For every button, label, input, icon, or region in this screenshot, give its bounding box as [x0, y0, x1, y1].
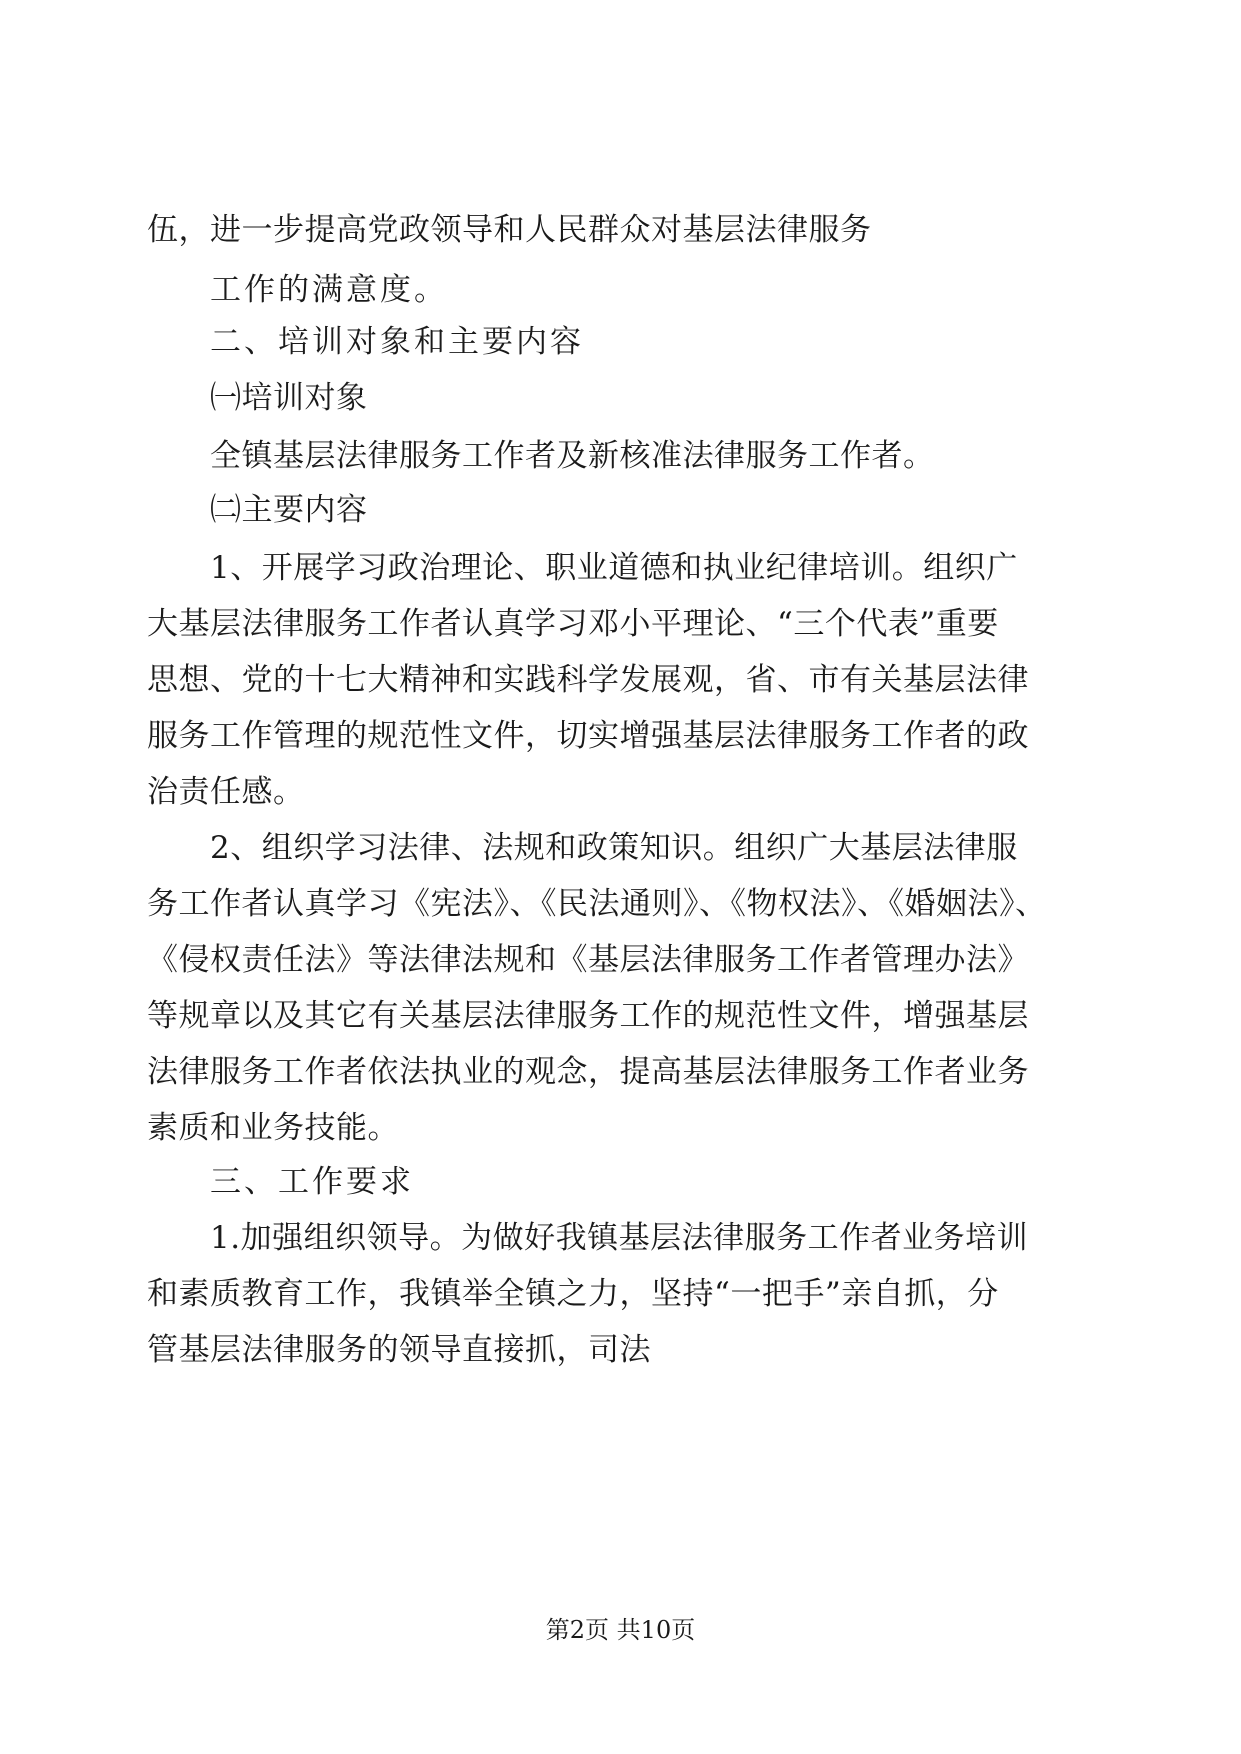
- text-line: 伍，进一步提高党政领导和人民群众对基层法律服务: [147, 212, 872, 248]
- text-line: 1、开展学习政治理论、职业道德和执业纪律培训。组织广: [210, 550, 1018, 586]
- section-heading: 二、培训对象和主要内容: [210, 324, 584, 360]
- text-line: 务工作者认真学习《宪法》、《民法通则》、《物权法》、《婚姻法》、: [147, 886, 1047, 922]
- text-line: 2、组织学习法律、法规和政策知识。组织广大基层法律服: [210, 830, 1018, 866]
- page-number-footer: 第2页 共10页: [545, 1616, 696, 1644]
- text-line: 《侵权责任法》等法律法规和《基层法律服务工作者管理办法》: [147, 942, 1029, 978]
- text-line: 工作的满意度。: [210, 272, 448, 308]
- text-line: 1.加强组织领导。为做好我镇基层法律服务工作者业务培训: [210, 1220, 1029, 1256]
- text-line: 思想、党的十七大精神和实践科学发展观，省、市有关基层法律: [147, 662, 1029, 698]
- text-line: 法律服务工作者依法执业的观念，提高基层法律服务工作者业务: [147, 1054, 1029, 1090]
- subsection-heading: ㈡主要内容: [210, 492, 368, 528]
- text-line: 素质和业务技能。: [147, 1110, 399, 1146]
- text-line: 服务工作管理的规范性文件，切实增强基层法律服务工作者的政: [147, 718, 1029, 754]
- text-line: 全镇基层法律服务工作者及新核准法律服务工作者。: [210, 438, 935, 474]
- text-line: 治责任感。: [147, 774, 305, 810]
- text-line: 等规章以及其它有关基层法律服务工作的规范性文件，增强基层: [147, 998, 1029, 1034]
- text-line: 大基层法律服务工作者认真学习邓小平理论、“三个代表”重要: [147, 606, 999, 642]
- text-line: 和素质教育工作，我镇举全镇之力，坚持“一把手”亲自抓，分: [147, 1276, 999, 1312]
- text-line: 管基层法律服务的领导直接抓，司法: [147, 1332, 651, 1368]
- subsection-heading: ㈠培训对象: [210, 380, 368, 416]
- section-heading: 三、工作要求: [210, 1164, 414, 1200]
